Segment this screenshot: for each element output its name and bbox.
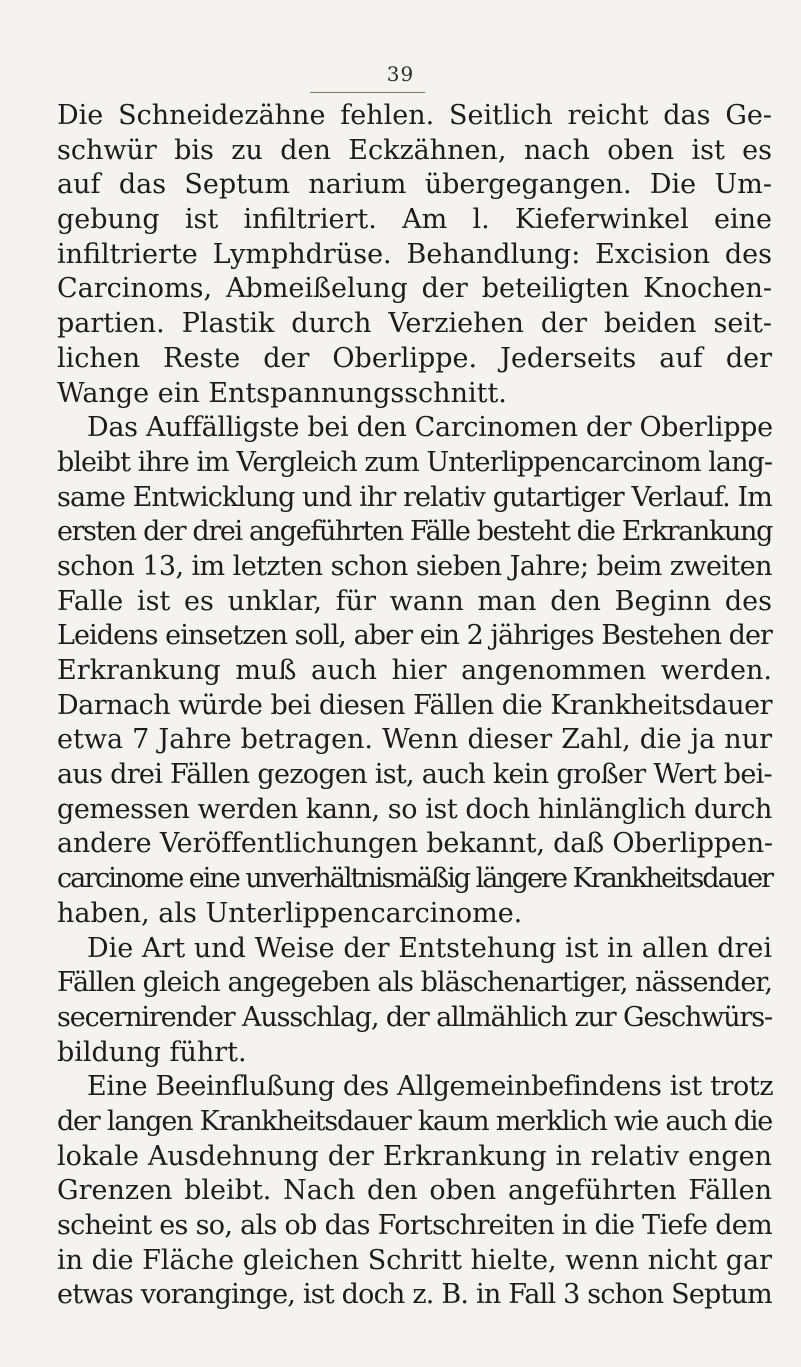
text-line: etwas voranginge, ist doch z. B. in Fall 3 schon Septum (57, 1279, 772, 1311)
text-line: schon 13, im letzten schon sieben Jahre; beim zweiten (57, 550, 773, 582)
text-line: aus drei Fällen gezogen ist, auch kein großer Wert bei- (57, 759, 772, 791)
text-line: Leidens einsetzen soll, aber ein 2 jähriges Bestehen der (57, 620, 772, 652)
text-line: same Entwicklung und ihr relativ gutartiger Verlauf. Im (57, 481, 772, 513)
text-line: Fällen gleich angegeben als bläschenartiger, nässender, (57, 967, 772, 999)
paragraph (57, 411, 772, 931)
text-line: carcinome eine unverhältnismäßig längere Krankheitsdauer (57, 863, 773, 895)
text-line: Carcinoms, Abmeißelung der beteiligten Knochen- (57, 273, 772, 305)
text-line: andere Veröffentlichungen bekannt, daß Oberlippen- (57, 828, 773, 860)
text-line: Die Schneidezähne fehlen. Seitlich reicht das Ge- (57, 100, 772, 131)
text-line: haben, als Unterlippencarcinome. (57, 897, 523, 929)
paragraph (57, 1070, 772, 1313)
text-line: auf das Septum narium übergegangen. Die Um- (57, 169, 772, 201)
text-line: Eine Beeinflußung des Allgemeinbefindens ist trotz (87, 1071, 774, 1103)
text-line: Falle ist es unklar, für wann man den Beginn des (57, 585, 772, 617)
body-text (57, 99, 772, 1313)
text-line: secernirender Ausschlag, der allmählich zur Geschwürs- (57, 1001, 772, 1033)
text-line: gebung ist infiltriert. Am l. Kieferwinkel eine (57, 204, 772, 236)
text-line: bildung führt. (57, 1036, 247, 1068)
text-line: gemessen werden kann, so ist doch hinlänglich durch (57, 793, 772, 825)
page-number: 39 (386, 62, 415, 86)
text-line: Grenzen bleibt. Nach den oben angeführten Fällen (57, 1175, 772, 1207)
text-line: Das Auffälligste bei den Carcinomen der Oberlippe (87, 412, 773, 444)
text-line: schwür bis zu den Eckzähnen, nach oben ist es (57, 134, 772, 166)
text-line: in die Fläche gleichen Schritt hielte, wenn nicht gar (57, 1244, 772, 1276)
text-line: lichen Reste der Oberlippe. Jederseits auf der (57, 342, 772, 374)
text-line: etwa 7 Jahre betragen. Wenn dieser Zahl, die ja nur (57, 724, 772, 756)
paragraph (57, 932, 772, 1071)
text-line: ersten der drei angeführten Fälle besteht die Erkrankung (57, 516, 773, 548)
text-line: der langen Krankheitsdauer kaum merklich wie auch die (57, 1105, 772, 1137)
text-line: Wange ein Entspannungsschnitt. (57, 377, 507, 409)
text-line: Darnach würde bei diesen Fällen die Krankheitsdauer (57, 689, 773, 721)
text-line: bleibt ihre im Vergleich zum Unterlippencarcinom lang- (57, 446, 773, 478)
header-rule (310, 92, 425, 93)
paragraph (57, 99, 772, 411)
text-line: Die Art und Weise der Entstehung ist in allen drei (87, 932, 772, 964)
text-line: partien. Plastik durch Verziehen der beiden seit- (57, 308, 772, 340)
text-line: scheint es so, als ob das Fortschreiten in die Tiefe dem (57, 1210, 772, 1241)
text-line: Erkrankung muß auch hier angenommen werden. (57, 655, 772, 686)
text-line: infiltrierte Lymphdrüse. Behandlung: Excision des (57, 238, 772, 270)
text-line: lokale Ausdehnung der Erkrankung in relativ engen (57, 1140, 772, 1172)
